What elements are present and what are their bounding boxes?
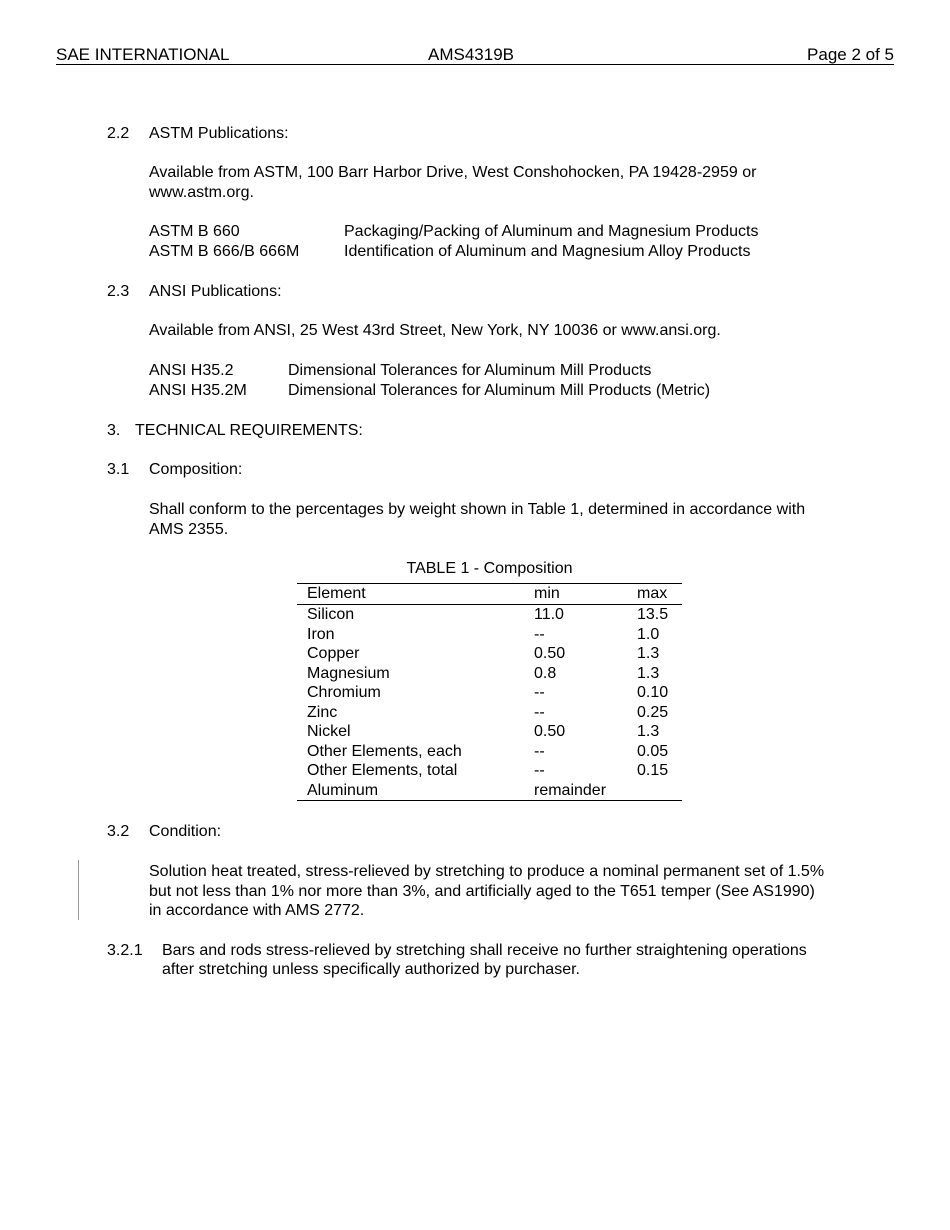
table-row [297, 644, 682, 664]
section-3-number: 3. [107, 422, 121, 439]
revision-change-bar [78, 860, 79, 920]
ansi-ref-code: ANSI H35.2 [149, 362, 234, 379]
table-row [297, 742, 682, 762]
astm-ref-title: Packaging/Packing of Aluminum and Magnesium Products [344, 223, 759, 240]
composition-text-line-1: Shall conform to the percentages by weight shown in Table 1, determined in accordance with [149, 501, 806, 518]
max-cell: 1.3 [637, 664, 660, 682]
min-cell: -- [534, 684, 545, 701]
element-cell: Chromium [307, 684, 381, 701]
min-cell: -- [534, 703, 545, 721]
table-row [297, 683, 682, 703]
section-3-title: TECHNICAL REQUIREMENTS: [135, 422, 363, 439]
header-org: SAE INTERNATIONAL [56, 45, 230, 64]
section-3-1-title: Composition: [149, 461, 243, 478]
min-cell: -- [534, 742, 545, 760]
astm-ref-code: ASTM B 666/B 666M [149, 243, 300, 260]
table-row [297, 722, 682, 742]
min-cell: 0.8 [534, 664, 557, 682]
element-cell: Other Elements, total [307, 762, 458, 779]
section-2-2-title: ASTM Publications: [149, 125, 289, 142]
astm-availability-line-1: Available from ASTM, 100 Barr Harbor Drive, West Conshohocken, PA 19428-2959 or [149, 164, 757, 181]
min-cell: remainder [534, 781, 607, 799]
section-3-2-1-number: 3.2.1 [107, 942, 143, 959]
max-cell: 13.5 [637, 606, 669, 623]
section-3-2-1-text-line-2: after stretching unless specifically authorized by purchaser. [162, 961, 580, 978]
section-3-1-number: 3.1 [107, 461, 130, 478]
table-caption: TABLE 1 - Composition [406, 560, 573, 577]
min-cell: 0.50 [534, 723, 566, 740]
max-cell: 1.3 [637, 645, 660, 662]
condition-text-line-1: Solution heat treated, stress-relieved by stretching to produce a nominal permanent set of 1.5% [149, 863, 825, 880]
header-rule [56, 64, 894, 65]
composition-text-line-2: AMS 2355. [149, 521, 229, 538]
section-3-2-1-text-line-1: Bars and rods stress-relieved by stretching shall receive no further straightening operations [162, 942, 807, 959]
section-2-3-number: 2.3 [107, 283, 130, 300]
element-cell: Nickel [307, 723, 351, 740]
max-cell: 0.15 [637, 762, 669, 779]
condition-text-line-2: but not less than 1% nor more than 3%, and artificially aged to the T651 temper (See AS1990) [149, 883, 815, 900]
table-row [297, 664, 682, 684]
header-page-number: Page 2 of 5 [807, 45, 894, 64]
table-row [297, 605, 682, 625]
max-cell: 0.25 [637, 703, 669, 721]
element-cell: Copper [307, 645, 360, 662]
column-header-element: Element [297, 584, 534, 605]
element-cell: Zinc [307, 703, 338, 721]
element-cell: Other Elements, each [307, 742, 462, 760]
element-cell: Silicon [307, 606, 355, 623]
ansi-ref-code: ANSI H35.2M [149, 382, 247, 399]
max-cell: 1.0 [637, 625, 660, 643]
composition-table [297, 583, 682, 801]
table-row [297, 625, 682, 645]
ansi-availability: Available from ANSI, 25 West 43rd Street, New York, NY 10036 or www.ansi.org. [149, 322, 721, 339]
table-row [297, 781, 682, 801]
max-cell: 0.10 [637, 684, 669, 701]
min-cell: 0.50 [534, 645, 566, 662]
table-row [297, 703, 682, 723]
astm-availability-line-2: www.astm.org. [149, 184, 254, 201]
astm-ref-code: ASTM B 660 [149, 223, 240, 240]
ansi-ref-title: Dimensional Tolerances for Aluminum Mill Products (Metric) [288, 382, 711, 399]
table-header-row [297, 584, 682, 605]
table-row [297, 761, 682, 781]
max-cell: 0.05 [637, 742, 669, 760]
astm-ref-title: Identification of Aluminum and Magnesium Alloy Products [344, 243, 751, 260]
ansi-ref-title: Dimensional Tolerances for Aluminum Mill Products [288, 362, 652, 379]
max-cell: 1.3 [637, 723, 660, 740]
section-2-3-title: ANSI Publications: [149, 283, 282, 300]
column-header-min: min [534, 584, 637, 605]
max-cell [637, 781, 682, 801]
condition-text-line-3: in accordance with AMS 2772. [149, 902, 365, 919]
section-2-2-number: 2.2 [107, 125, 130, 142]
column-header-max: max [637, 584, 682, 605]
min-cell: -- [534, 762, 545, 779]
header-doc-number: AMS4319B [428, 45, 514, 64]
section-3-2-number: 3.2 [107, 823, 130, 840]
min-cell: -- [534, 625, 545, 643]
element-cell: Aluminum [307, 781, 379, 799]
min-cell: 11.0 [534, 606, 564, 623]
element-cell: Magnesium [307, 664, 390, 682]
element-cell: Iron [307, 625, 335, 643]
section-3-2-title: Condition: [149, 823, 222, 840]
